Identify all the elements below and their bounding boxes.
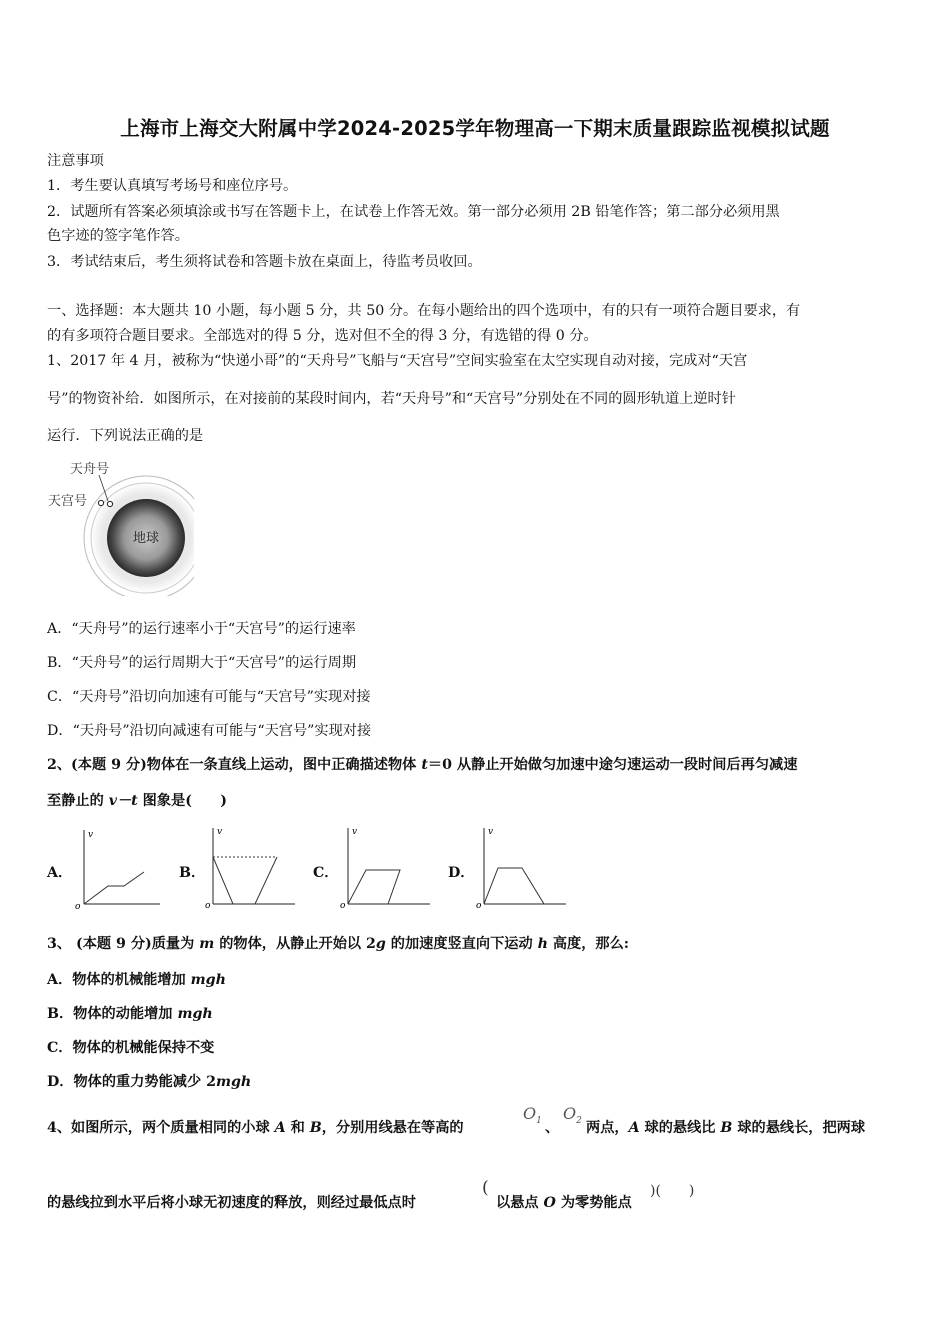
q1-orbit-figure bbox=[44, 456, 194, 596]
q3-stem-part-1: 3、 (本题 9 分)质量为 bbox=[47, 936, 200, 952]
graph-b-label: B． bbox=[179, 865, 206, 881]
q1-line-2: 号”的物资补给．如图所示，在对接前的某段时间内，若“天舟号”和“天宫号”分别处在不同的圆形轨道上逆时针 bbox=[47, 391, 736, 407]
q3-stem bbox=[47, 934, 629, 954]
q4-sep: 、 bbox=[545, 1120, 560, 1136]
q1-option-c: C．“天舟号”沿切向加速有可能与“天宫号”实现对接 bbox=[47, 689, 371, 705]
q4-part-7: 以悬点 bbox=[496, 1195, 544, 1211]
graph-d bbox=[474, 824, 569, 912]
graph-a bbox=[72, 826, 162, 912]
q3-option-d-text: D．物体的重力势能减少 2 bbox=[47, 1074, 216, 1090]
tianzhou-pointer-line bbox=[99, 475, 108, 501]
q4-var-B: B bbox=[309, 1120, 322, 1136]
q3-stem-part-4: 高度，那么: bbox=[547, 936, 630, 952]
tianzhou-satellite bbox=[107, 501, 112, 506]
q1-line-1: 1、2017 年 4 月，被称为“快递小哥”的“天舟号”飞船与“天宫号”空间实验室在太空实现自动对接，完成对“天宫 bbox=[47, 353, 748, 369]
graph-b-o-label: o bbox=[205, 901, 211, 911]
q4-line-1 bbox=[47, 1118, 464, 1138]
graph-c-label: C． bbox=[313, 865, 339, 881]
q1-option-a: A．“天舟号”的运行速率小于“天宫号”的运行速率 bbox=[47, 621, 356, 637]
q4-var-O: O bbox=[543, 1195, 556, 1211]
q3-var-g: g bbox=[375, 936, 386, 952]
q4-line-1-tail bbox=[586, 1118, 865, 1138]
graph-c-v-label: v bbox=[352, 827, 358, 837]
q4-line-2-mid bbox=[496, 1193, 632, 1213]
q4-O2 bbox=[563, 1104, 582, 1126]
q4-part-6: 球的悬线长，把两球 bbox=[732, 1120, 866, 1136]
q1-option-d: D．“天舟号”沿切向减速有可能与“天宫号”实现对接 bbox=[47, 723, 372, 739]
q4-part-1: 4、如图所示，两个质量相同的小球 bbox=[47, 1120, 275, 1136]
q2-line-1-part-a: 2、(本题 9 分)物体在一条直线上运动，图中正确描述物体 bbox=[47, 757, 422, 773]
q3-option-b-text: B．物体的动能增加 bbox=[47, 1006, 178, 1022]
section-intro-line-2: 的有多项符合题目要求。全部选对的得 5 分，选对但不全的得 3 分，有选错的得 0 分。 bbox=[47, 328, 598, 344]
q4-O2-sub: 2 bbox=[576, 1116, 582, 1127]
q4-O2-letter: O bbox=[563, 1104, 577, 1123]
q3-option-a-text: A．物体的机械能增加 bbox=[47, 972, 191, 988]
q4-part-3: ，分别用线悬在等高的 bbox=[321, 1120, 464, 1136]
graph-b-v-label: v bbox=[217, 827, 223, 837]
q3-option-c-text: C．物体的机械能保持不变 bbox=[47, 1040, 215, 1056]
notice-item-2: 2．试题所有答案必须填涂或书写在答题卡上，在试卷上作答无效。第一部分必须用 2B 铅笔作答；第二部分必须用黑 bbox=[47, 204, 780, 220]
q4-part-5: 球的悬线比 bbox=[639, 1120, 721, 1136]
label-earth: 地球 bbox=[133, 531, 160, 546]
graph-a-o-label: o bbox=[75, 902, 81, 912]
q3-option-a bbox=[47, 969, 226, 989]
section-intro-line-1: 一、选择题：本大题共 10 小题，每小题 5 分，共 50 分。在每小题给出的四个选项中，有的只有一项符合题目要求，有 bbox=[47, 303, 801, 319]
q3-option-d bbox=[47, 1071, 251, 1091]
q4-var-A2: A bbox=[628, 1120, 640, 1136]
q2-line-1-part-b: ＝0 从静止开始做匀加速中途匀速运动一段时间后再匀减速 bbox=[427, 757, 798, 773]
q4-O1 bbox=[523, 1104, 542, 1126]
q2-line-2-part-a: 至静止的 bbox=[47, 793, 109, 809]
q3-option-a-var: mgh bbox=[190, 972, 226, 988]
q4-O1-sub: 1 bbox=[536, 1116, 542, 1127]
label-tiangong: 天宫号 bbox=[48, 494, 88, 509]
q3-option-b-var: mgh bbox=[177, 1006, 213, 1022]
q4-var-A: A bbox=[274, 1120, 286, 1136]
q2-line-1 bbox=[47, 755, 797, 775]
q4-O1-letter: O bbox=[523, 1104, 537, 1123]
graph-d-v-label: v bbox=[488, 827, 494, 837]
graph-c bbox=[338, 824, 433, 912]
q2-var-t: t bbox=[421, 757, 428, 773]
q2-line-2-part-b: 图象是( ) bbox=[137, 793, 228, 809]
q1-option-b: B．“天舟号”的运行周期大于“天宫号”的运行周期 bbox=[47, 655, 357, 671]
q4-part-4: 两点， bbox=[586, 1120, 629, 1136]
q3-option-b bbox=[47, 1003, 213, 1023]
q4-part-2: 和 bbox=[285, 1120, 310, 1136]
notice-heading: 注意事项 bbox=[47, 153, 104, 169]
graph-a-label: A． bbox=[47, 865, 73, 881]
q4-var-B2: B bbox=[720, 1120, 733, 1136]
graph-b bbox=[203, 824, 298, 912]
q3-stem-part-2: 的物体，从静止开始以 2 bbox=[214, 936, 376, 952]
q3-option-d-var: mgh bbox=[216, 1074, 252, 1090]
notice-item-3: 3．考试结束后，考生须将试卷和答题卡放在桌面上，待监考员收回。 bbox=[47, 254, 482, 270]
tiangong-satellite bbox=[98, 500, 103, 505]
q3-var-h: h bbox=[537, 936, 548, 952]
q4-paren-open: ( bbox=[482, 1178, 489, 1198]
graph-a-v-label: v bbox=[88, 830, 94, 840]
notice-item-1: 1．考生要认真填写考场号和座位序号。 bbox=[47, 178, 298, 194]
q4-line-2: 的悬线拉到水平后将小球无初速度的释放，则经过最低点时 bbox=[47, 1195, 416, 1211]
graph-d-o-label: o bbox=[476, 901, 482, 911]
graph-c-o-label: o bbox=[340, 901, 346, 911]
q2-var-vt: v－t bbox=[108, 793, 138, 809]
label-tianzhou: 天舟号 bbox=[70, 462, 110, 477]
q3-stem-part-3: 的加速度竖直向下运动 bbox=[385, 936, 538, 952]
q3-var-m: m bbox=[199, 936, 215, 952]
q4-answer-paren: )( ) bbox=[650, 1183, 695, 1199]
q1-line-3: 运行．下列说法正确的是 bbox=[47, 428, 204, 444]
page-title: 上海市上海交大附属中学2024-2025学年物理高一下期末质量跟踪监视模拟试题 bbox=[120, 117, 830, 140]
graph-d-label: D． bbox=[448, 865, 475, 881]
notice-item-2-cont: 色字迹的签字笔作答。 bbox=[47, 228, 189, 244]
q2-line-2 bbox=[47, 791, 227, 811]
q4-part-8: 为零势能点 bbox=[555, 1195, 632, 1211]
q3-option-c bbox=[47, 1037, 214, 1057]
